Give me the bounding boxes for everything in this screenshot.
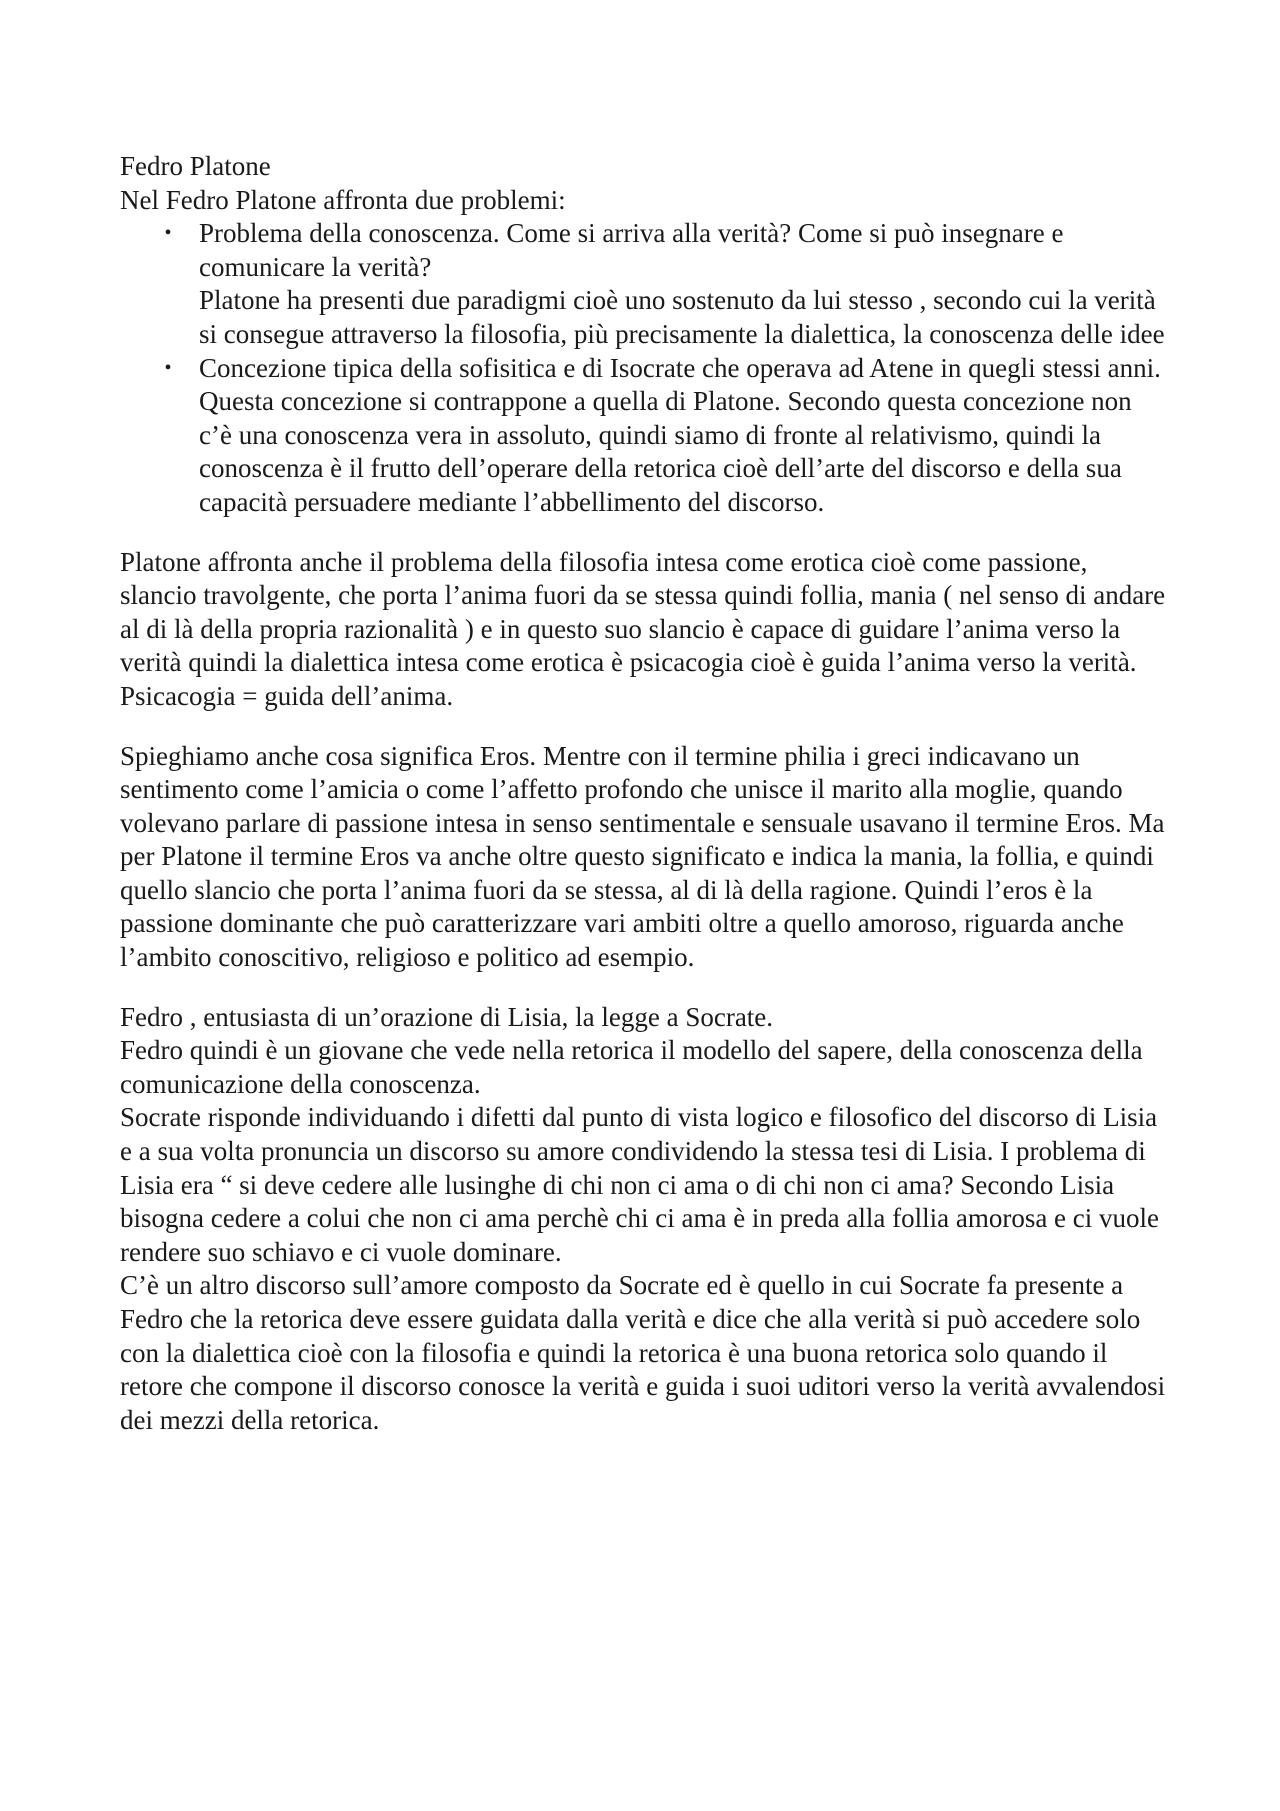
list-item: [120, 217, 1170, 351]
paragraph-fedro: Fedro quindi è un giovane che vede nella retorica il modello del sapere, della conoscenza della comunicazione della conoscenza.: [120, 1035, 1143, 1099]
list-item: [120, 352, 1170, 520]
paragraph-altro-discorso: C’è un altro discorso sull’amore composto da Socrate ed è quello in cui Socrate fa presente a Fedro che la retorica deve essere guidata dalla verità e dice che alla verità si può accedere solo con la dialettica cioè con la filosofia e quindi la retorica è una buona retorica solo quando il retore che compone il discorso conosce la verità e guida i suoi uditori verso la verità avvalendosi dei mezzi della retorica.: [120, 1270, 1166, 1435]
bullet-icon: •: [164, 222, 172, 245]
paragraph-socrate: Socrate risponde individuando i difetti dal punto di vista logico e filosofico del discorso di Lisia e a sua volta pronuncia un discorso su amore condividendo la stessa tesi di Lisia. I problema di Lisia era “ si deve cedere alle lusinghe di chi non ci ama o di chi non ci ama? Secondo Lisia bisogna cedere a colui che non ci ama perchè chi ci ama è in preda alla follia amorosa e ci vuole rendere suo schiavo e ci vuole dominare.: [120, 1102, 1160, 1267]
paragraph-eros-intro: Platone affronta anche il problema della filosofia intesa come erotica cioè come passione, slancio travolgente, che porta l’anima fuori da se stessa quindi follia, mania ( nel senso di andare al di là della propria razionalità ) e in questo suo slancio è capace di guidare l’anima verso la verità quindi la dialettica intesa come erotica è psicacogia cioè è guida l’anima verso la verità.: [120, 546, 1166, 678]
psicacogia-definition: Psicacogia = guida dell’anima.: [120, 680, 454, 711]
intro-line: Nel Fedro Platone affronta due problemi:: [120, 184, 566, 215]
bullet-icon: •: [164, 356, 172, 379]
document-page: [120, 150, 1170, 1437]
bullet-text: Problema della conoscenza. Come si arriva alla verità? Come si può insegnare e comunicare la verità?: [199, 218, 1064, 282]
fedro-line: Fedro , entusiasta di un’orazione di Lisia, la legge a Socrate.: [120, 1001, 774, 1032]
document-title: Fedro Platone: [120, 151, 271, 181]
paragraph-eros-meaning: Spieghiamo anche cosa significa Eros. Mentre con il termine philia i greci indicavano un sentimento come l’amicia o come l’affetto profondo che unisce il marito alla moglie, quando volevano parlare di passione intesa in senso sentimentale e sensuale usavano il termine Eros. Ma per Platone il termine Eros va anche oltre questo significato e indica la mania, la follia, e quindi quello slancio che porta l’anima fuori da se stessa, al di là della ragione. Quindi l’eros è la passione dominante che può caratterizzare vari ambiti oltre a quello amoroso, riguarda anche l’ambito conoscitivo, religioso e politico ad esempio.: [120, 740, 1165, 973]
bullet-continuation: Platone ha presenti due paradigmi cioè uno sostenuto da lui stesso , secondo cui la verità si consegue attraverso la filosofia, più precisamente la dialettica, la conoscenza delle idee: [199, 285, 1165, 349]
bullet-text: Concezione tipica della sofisitica e di Isocrate che operava ad Atene in quegli stessi anni. Questa concezione si contrappone a quella di Platone. Secondo questa concezione non c’è una conoscenza vera in assoluto, quindi siamo di fronte al relativismo, quindi la conoscenza è il frutto dell’operare della retorica cioè dell’arte del discorso e della sua capacità persuadere mediante l’abbellimento del discorso.: [199, 352, 1161, 517]
problems-list: [120, 217, 1170, 519]
